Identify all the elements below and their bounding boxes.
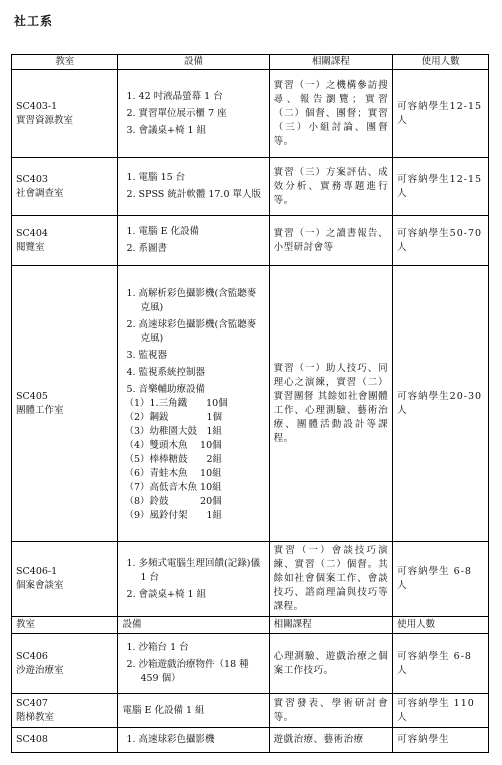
equipment-item: 5. 音樂輔助療設備 — [126, 384, 206, 395]
table-header-row-repeat — [12, 617, 489, 634]
capacity-cell: 可容納學生 — [393, 728, 489, 753]
room-cell — [12, 158, 118, 216]
sub-equipment-item: （3）幼稚園大鼓 1組 — [124, 426, 223, 437]
equipment-item: 4. 監視系統控制器 — [126, 367, 206, 378]
equipment-item: 3. 監視器 — [126, 350, 168, 361]
equipment-cell — [118, 634, 269, 694]
room-id: SC406 — [16, 650, 48, 662]
sub-equipment-item: （9）風鈴付架 1組 — [124, 510, 223, 521]
equipment-item: 2. 系圖書 — [126, 243, 168, 254]
room-cell — [12, 694, 118, 728]
header-classroom: 教室 — [12, 617, 118, 634]
equipment-item: 3. 會議桌+椅 1 組 — [126, 124, 207, 136]
courses-cell: 實習發表、學術研討會等。 — [269, 694, 393, 728]
table-row — [12, 542, 489, 617]
room-cell — [12, 634, 118, 694]
courses-cell: 實習（一）之機構參訪搜尋、報告瀏覽；實習（二）個督、團督；實習（三）小組討論、團督等。 — [269, 70, 393, 158]
capacity-cell: 可容納學生12-15人 — [393, 70, 489, 158]
room-name: 沙遊治療室 — [16, 664, 64, 676]
sub-equipment-item: （5）棒棒糖鼓 2組 — [124, 454, 223, 465]
room-id: SC405 — [16, 390, 48, 402]
courses-cell: 實習（一）之讀書報告、小型研討會等 — [269, 216, 393, 266]
table-row — [12, 634, 489, 694]
equipment-item: 2. 會談桌+椅 1 組 — [126, 588, 207, 600]
equipment-item: 2. SPSS 統計軟體 17.0 單人版 — [126, 189, 262, 200]
table-header-row — [12, 55, 489, 70]
courses-cell: 遊戲治療、藝術治療 — [269, 728, 393, 753]
room-id: SC406-1 — [16, 566, 58, 577]
room-name: 社會調查室 — [16, 187, 64, 199]
equipment-cell — [118, 70, 269, 158]
equipment-item: 1. 高解析彩色攝影機(含監聽麥克風) — [126, 288, 257, 313]
header-equipment: 設備 — [118, 617, 269, 634]
capacity-cell: 可容納學生50-70人 — [393, 216, 489, 266]
equipment-item: 2. 高速球彩色攝影機(含監聽麥克風) — [126, 319, 257, 344]
room-cell — [12, 266, 118, 542]
equipment-cell — [118, 542, 269, 617]
capacity-cell: 可容納學生 110 人 — [393, 694, 489, 728]
room-id: SC408 — [16, 734, 48, 745]
table-row — [12, 216, 489, 266]
sub-equipment-item: （4）雙頭木魚 10個 — [124, 440, 222, 451]
sub-equipment-item: （1）1.三角鐵 10個 — [124, 398, 228, 409]
equipment-item: 1. 沙箱台 1 台 — [126, 642, 189, 653]
room-id: SC403 — [16, 173, 48, 185]
header-capacity: 使用人數 — [393, 55, 489, 70]
equipment-item: 1. 42 吋液晶螢幕 1 台 — [126, 90, 223, 102]
equipment-item: 1. 多頻式電腦生理回饋(記錄)儀 1 台 — [126, 557, 260, 583]
courses-cell: 實習（三）方案評估、成效分析、實務專題進行等。 — [269, 158, 393, 216]
equipment-item: 1. 電腦 15 台 — [126, 172, 186, 183]
equipment-cell — [118, 158, 269, 216]
page-title: 社工系 — [14, 14, 54, 28]
sub-equipment-item: （8）鈴鼓 20個 — [124, 496, 222, 507]
table-row — [12, 266, 489, 542]
equipment-item: 2. 實習單位展示櫃 7 座 — [126, 107, 227, 119]
room-name: 團體工作室 — [16, 404, 64, 416]
capacity-cell: 可容納學生12-15人 — [393, 158, 489, 216]
room-id: SC404 — [16, 227, 48, 239]
equipment-item: 1. 高速球彩色攝影機 — [126, 734, 215, 745]
sub-equipment-item: （6）青蛙木魚 10組 — [124, 468, 222, 479]
room-cell — [12, 728, 118, 753]
sub-equipment-item: （2）鋼鈸 1個 — [124, 412, 223, 423]
room-cell — [12, 216, 118, 266]
equipment-cell — [118, 728, 269, 753]
equipment-item: 2. 沙箱遊戲治療物件（18 種 459 個） — [126, 659, 249, 684]
equipment-cell — [118, 266, 269, 542]
header-capacity: 使用人數 — [393, 617, 489, 634]
courses-cell: 心理測驗、遊戲治療之個案工作技巧。 — [269, 634, 393, 694]
header-equipment: 設備 — [118, 55, 269, 70]
classroom-table — [11, 54, 489, 753]
room-name: 個案會談室 — [16, 580, 64, 591]
table-row — [12, 694, 489, 728]
equipment-cell — [118, 694, 269, 728]
equipment-cell — [118, 216, 269, 266]
capacity-cell: 可容納學生 6-8 人 — [393, 542, 489, 617]
header-courses: 相關課程 — [269, 55, 393, 70]
room-name: 實習資源教室 — [16, 114, 74, 126]
room-cell — [12, 542, 118, 617]
table-row — [12, 70, 489, 158]
capacity-cell: 可容納學生20-30人 — [393, 266, 489, 542]
table-row — [12, 728, 489, 753]
room-id: SC407 — [16, 697, 48, 709]
header-classroom: 教室 — [12, 55, 118, 70]
courses-cell: 實習（一）助人技巧、同理心之演練，實習（二）實習團督 其餘如社會團體工作、心理測驗、藝術治療、團體活動設計等課程。 — [269, 266, 393, 542]
header-courses: 相關課程 — [269, 617, 393, 634]
equipment-item: 1. 電腦 E 化設備 — [126, 226, 200, 237]
capacity-cell: 可容納學生 6-8 人 — [393, 634, 489, 694]
equipment-item: 電腦 E 化設備 1 組 — [122, 704, 205, 716]
room-name: 階梯教室 — [16, 711, 55, 723]
room-id: SC403-1 — [16, 100, 58, 112]
table-row — [12, 158, 489, 216]
sub-equipment-item: （7）高低音木魚 10組 — [124, 482, 222, 493]
courses-cell: 實習（一）會談技巧演練、實習（二）個督。其餘如社會個案工作、會談技巧、諮商理論與技巧等課程。 — [269, 542, 393, 617]
room-name: 閱覽室 — [16, 241, 45, 253]
room-cell — [12, 70, 118, 158]
